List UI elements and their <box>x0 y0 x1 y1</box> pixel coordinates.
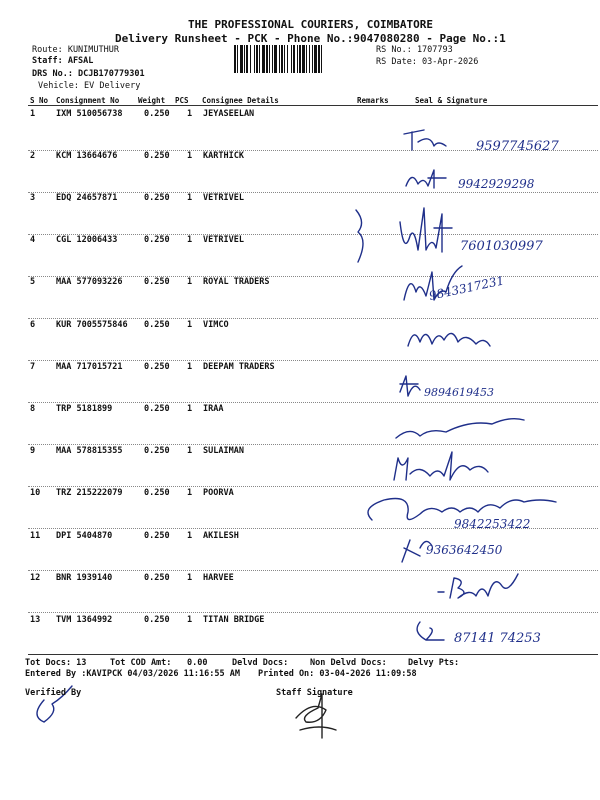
signature-row-10 <box>368 499 556 532</box>
row-weight: 0.250 <box>144 573 170 583</box>
row-consignment: MAA 717015721 <box>56 362 123 372</box>
row-pcs: 1 <box>187 573 193 583</box>
phone-8: 87141 74253 <box>454 631 541 646</box>
row-sno: 10 <box>30 488 41 498</box>
row-pcs: 1 <box>187 404 193 414</box>
col-weight: Weight <box>138 96 166 105</box>
row-weight: 0.250 <box>144 193 170 203</box>
row-weight: 0.250 <box>144 235 170 245</box>
row-consignment: EDQ 24657871 <box>56 193 118 203</box>
row-pcs: 1 <box>187 109 193 119</box>
row-pcs: 1 <box>187 235 193 245</box>
row-weight: 0.250 <box>144 488 170 498</box>
row-consignee: HARVEE <box>203 573 234 583</box>
phone-6: 9842253422 <box>454 517 531 531</box>
row-weight: 0.250 <box>144 277 170 287</box>
row-pcs: 1 <box>187 151 193 161</box>
total-cod-value: 0.00 <box>187 658 208 668</box>
signature-row-11 <box>402 540 503 562</box>
row-consignment: TRZ 215222079 <box>56 488 123 498</box>
delivered-docs: Delvd Docs: <box>232 658 289 668</box>
col-consignee: Consignee Details <box>202 96 279 105</box>
row-consignee: DEEPAM TRADERS <box>203 362 275 372</box>
row-consignee: AKILESH <box>203 531 239 541</box>
row-pcs: 1 <box>187 193 193 203</box>
staff-label: Staff: AFSAL <box>32 56 94 66</box>
col-signature: Seal & Signature <box>415 96 488 105</box>
row-weight: 0.250 <box>144 320 170 330</box>
row-sno: 3 <box>30 193 36 203</box>
row-consignment: MAA 578815355 <box>56 446 123 456</box>
row-sno: 4 <box>30 235 36 245</box>
row-sno: 6 <box>30 320 36 330</box>
signature-row-3-4 <box>356 208 543 262</box>
row-consignee: TITAN BRIDGE <box>203 615 265 625</box>
row-consignee: JEYASEELAN <box>203 109 255 119</box>
row-weight: 0.250 <box>144 531 170 541</box>
verified-by-label: Verified By <box>25 688 82 698</box>
phone-5: 9894619453 <box>424 386 494 399</box>
phone-1: 9597745627 <box>476 139 559 154</box>
total-docs: Tot Docs: 13 <box>25 658 87 668</box>
rs-date: RS Date: 03-Apr-2026 <box>376 57 479 67</box>
row-pcs: 1 <box>187 615 193 625</box>
row-consignee: VETRIVEL <box>203 193 244 203</box>
row-weight: 0.250 <box>144 404 170 414</box>
row-sno: 12 <box>30 573 41 583</box>
row-consignee: IRAA <box>203 404 224 414</box>
row-consignment: DPI 5404870 <box>56 531 113 541</box>
row-consignment: CGL 12006433 <box>56 235 118 245</box>
row-weight: 0.250 <box>144 362 170 372</box>
row-weight: 0.250 <box>144 615 170 625</box>
signature-row-9 <box>394 452 488 480</box>
row-pcs: 1 <box>187 531 193 541</box>
col-remarks: Remarks <box>357 96 389 105</box>
row-consignment: BNR 1939140 <box>56 573 113 583</box>
staff-signature-mark <box>296 694 336 738</box>
row-sno: 9 <box>30 446 36 456</box>
row-weight: 0.250 <box>144 109 170 119</box>
row-pcs: 1 <box>187 488 193 498</box>
phone-7: 9363642450 <box>426 543 503 557</box>
col-sno: S No <box>30 96 49 105</box>
row-pcs: 1 <box>187 362 193 372</box>
row-consignee: VETRIVEL <box>203 235 244 245</box>
col-consignment: Consignment No <box>56 96 120 105</box>
company-title: THE PROFESSIONAL COURIERS, COIMBATORE <box>188 18 434 31</box>
signature-row-7-8 <box>396 376 524 438</box>
signature-row-12 <box>438 574 518 598</box>
row-sno: 11 <box>30 531 41 541</box>
total-cod-label: Tot COD Amt: <box>110 658 172 668</box>
phone-2: 9942929298 <box>458 177 535 191</box>
signature-row-5 <box>404 266 505 303</box>
printed-on: Printed On: 03-04-2026 11:09:58 <box>258 669 417 679</box>
row-consignee: VIMCO <box>203 320 229 330</box>
signature-row-13 <box>417 622 541 646</box>
row-weight: 0.250 <box>144 151 170 161</box>
route-label: Route: KUNIMUTHUR <box>32 45 119 55</box>
row-sno: 8 <box>30 404 36 414</box>
runsheet-subtitle: Delivery Runsheet - PCK - Phone No.:9047080280 - Page No.:1 <box>115 32 506 45</box>
signature-row-2 <box>406 170 535 191</box>
drs-number: DRS No.: DCJB170779301 <box>32 69 145 79</box>
entered-by: Entered By :KAVIPCK 04/03/2026 11:16:55 AM <box>25 669 240 679</box>
row-consignment: TVM 1364992 <box>56 615 113 625</box>
vehicle-label: Vehicle: EV Delivery <box>38 81 141 91</box>
signature-row-1 <box>404 130 559 154</box>
row-sno: 1 <box>30 109 36 119</box>
signature-row-6 <box>408 333 490 346</box>
row-consignment: MAA 577093226 <box>56 277 123 287</box>
delivery-points: Delvy Pts: <box>408 658 460 668</box>
rs-number: RS No.: 1707793 <box>376 45 453 55</box>
row-consignee: ROYAL TRADERS <box>203 277 270 287</box>
row-consignment: TRP 5181899 <box>56 404 113 414</box>
row-consignment: KCM 13664676 <box>56 151 118 161</box>
row-sno: 13 <box>30 615 41 625</box>
row-consignee: SULAIMAN <box>203 446 244 456</box>
row-sno: 2 <box>30 151 36 161</box>
row-consignment: KUR 7005575846 <box>56 320 128 330</box>
phone-4: 9843317231 <box>427 273 506 303</box>
row-sno: 5 <box>30 277 36 287</box>
row-consignment: IXM 510056738 <box>56 109 123 119</box>
non-delivered-docs: Non Delvd Docs: <box>310 658 387 668</box>
row-sno: 7 <box>30 362 36 372</box>
row-pcs: 1 <box>187 446 193 456</box>
row-consignee: KARTHICK <box>203 151 244 161</box>
row-weight: 0.250 <box>144 446 170 456</box>
col-pcs: PCS <box>175 96 189 105</box>
phone-3: 7601030997 <box>460 239 543 254</box>
row-consignee: POORVA <box>203 488 234 498</box>
row-pcs: 1 <box>187 320 193 330</box>
staff-signature-label: Staff Signature <box>276 688 353 698</box>
row-pcs: 1 <box>187 277 193 287</box>
